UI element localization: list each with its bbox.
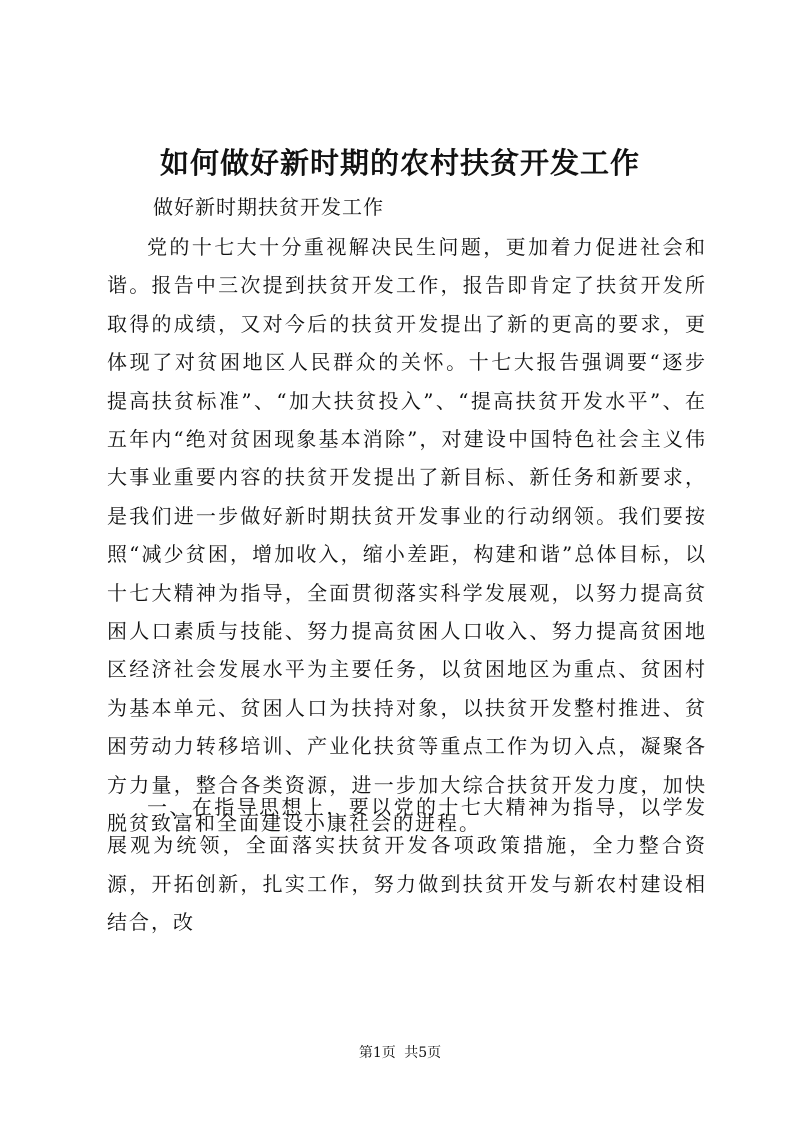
page-number: 第1页 <box>358 1045 396 1061</box>
document-title: 如何做好新时期的农村扶贫开发工作 <box>159 146 640 180</box>
page-footer <box>0 1043 800 1063</box>
body-paragraph: 党的十七大十分重视解决民生问题，更加着力促进社会和谐。报告中三次提到扶贫开发工作，报告即肯定了扶贫开发所取得的成绩，又对今后的扶贫开发提出了新的更高的要求，更体现了对贫困地区人民群众的关怀。十七大报告强调要“逐步提高扶贫标准”、“加大扶贫投入”、“提高扶贫开发水平”、在五年内“绝对贫困现象基本消除”，对建设中国特色社会主义伟大事业重要内容的扶贫开发提出了新目标、新任务和新要求，是我们进一步做好新时期扶贫开发事业的行动纲领。我们要按照“减少贫困，增加收入，缩小差距，构建和谐”总体目标，以十七大精神为指导，全面贯彻落实科学发展观，以努力提高贫困人口素质与技能、努力提高贫困人口收入、努力提高贫困地区经济社会发展水平为主要任务，以贫困地区为重点、贫困村为基本单元、贫困人口为扶持对象，以扶贫开发整村推进、贫困劳动力转移培训、产业化扶贫等重点工作为切入点，凝聚各方力量，整合各类资源，进一步加大综合扶贫开发力度，加快脱贫致富和全面建设小康社会的进程。 <box>107 235 707 836</box>
document-subtitle: 做好新时期扶贫开发工作 <box>153 195 384 219</box>
page-total: 共5页 <box>404 1045 442 1061</box>
body-paragraph: 一、在指导思想上，要以党的十七大精神为指导，以学发展观为统领，全面落实扶贫开发各项政策措施，全力整合资源，开拓创新，扎实工作，努力做到扶贫开发与新农村建设相结合，改 <box>107 795 707 935</box>
